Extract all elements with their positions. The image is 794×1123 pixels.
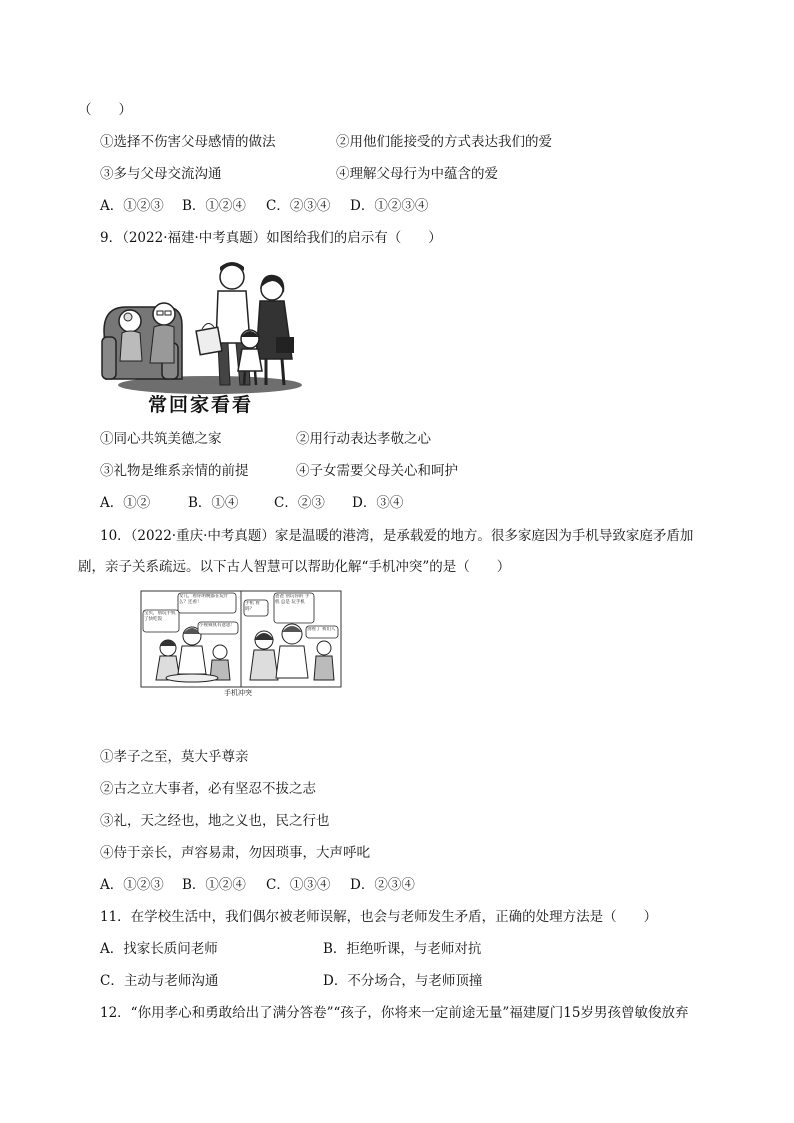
comic-bubble-3: 小视频真有意思！ bbox=[199, 623, 235, 628]
q8-statement-1: ①选择不伤害父母感情的做法 bbox=[100, 134, 276, 150]
q8-option-c[interactable]: C．②③④ bbox=[266, 198, 331, 214]
q10-stem-line-2: 剧，亲子关系疏远。以下古人智慧可以帮助化解“手机冲突”的是（ ） bbox=[78, 559, 511, 575]
q9-option-b[interactable]: B．①④ bbox=[188, 495, 239, 511]
q10-statement-3: ③礼，天之经也，地之义也，民之行也 bbox=[100, 813, 330, 829]
comic-bubble-5: 手机 看吗？ bbox=[245, 601, 260, 612]
q9-option-d[interactable]: D．③④ bbox=[352, 495, 404, 511]
q10-statement-1: ①孝子之至，莫大乎尊亲 bbox=[100, 749, 249, 765]
q8-option-d[interactable]: D．①②③④ bbox=[350, 198, 429, 214]
phone-conflict-comic bbox=[140, 590, 342, 688]
q8-statement-3: ③多与父母交流沟通 bbox=[100, 166, 222, 182]
q8-option-b[interactable]: B．①②④ bbox=[182, 198, 246, 214]
q8-answer-bracket: （ ） bbox=[78, 102, 132, 118]
comic-bubble-1: 女儿，看你明晚都在玩什么？还看！ bbox=[179, 594, 229, 605]
comic-bubble-2: 宝贝，别玩手机了快吃饭 bbox=[144, 611, 176, 622]
q10-statement-4: ④侍于亲长，声容易肃，勿因琐事，大声呼叱 bbox=[100, 845, 370, 861]
q9-image-caption: 常回家看看 bbox=[148, 394, 254, 416]
q10-option-d[interactable]: D．②③④ bbox=[350, 877, 415, 893]
q11-option-b[interactable]: B．拒绝听课，与老师对抗 bbox=[323, 941, 482, 957]
q9-statement-3: ③礼物是维系亲情的前提 bbox=[100, 463, 249, 479]
q11-option-c[interactable]: C．主动与老师沟通 bbox=[100, 973, 219, 989]
q9-stem: 9．（2022·福建·中考真题）如图给我们的启示有（ ） bbox=[100, 230, 442, 246]
q10-comic bbox=[140, 590, 342, 688]
comic-bubble-4: 爸爸 别玩你的 手机 总是 玩手机 bbox=[275, 594, 310, 605]
q10-option-c[interactable]: C．①③④ bbox=[266, 877, 331, 893]
comic-bubble-6: 别看了 我们人 bbox=[307, 627, 336, 632]
q9-statement-4: ④子女需要父母关心和呵护 bbox=[296, 463, 458, 479]
q9-option-a[interactable]: A．①② bbox=[100, 495, 151, 511]
q12-stem: 12．“你用孝心和勇敢给出了满分答卷”“孩子，你将来一定前途无量”福建厦门15岁男孩曾敏俊放弃 bbox=[100, 1005, 689, 1021]
q10-statement-2: ②古之立大事者，必有坚忍不拔之志 bbox=[100, 781, 316, 797]
q10-option-b[interactable]: B．①②④ bbox=[182, 877, 246, 893]
q11-option-d[interactable]: D．不分场合，与老师顶撞 bbox=[323, 973, 483, 989]
q8-statement-4: ④理解父母行为中蕴含的爱 bbox=[336, 166, 498, 182]
q8-statement-2: ②用他们能接受的方式表达我们的爱 bbox=[336, 134, 552, 150]
q8-option-a[interactable]: A．①②③ bbox=[100, 198, 164, 214]
q9-statement-1: ①同心共筑美德之家 bbox=[100, 431, 222, 447]
q11-option-a[interactable]: A．找家长质问老师 bbox=[100, 941, 218, 957]
q9-statement-2: ②用行动表达孝敬之心 bbox=[296, 431, 431, 447]
q9-option-c[interactable]: C．②③ bbox=[274, 495, 325, 511]
q10-option-a[interactable]: A．①②③ bbox=[100, 877, 164, 893]
q11-stem: 11．在学校生活中，我们偶尔被老师误解，也会与老师发生矛盾，正确的处理方法是（ ） bbox=[100, 909, 658, 925]
q10-stem-line-1: 10．（2022·重庆·中考真题）家是温暖的港湾，是承载爱的地方。很多家庭因为手机导致家庭矛盾加 bbox=[100, 528, 694, 544]
q10-comic-caption: 手机冲突 bbox=[224, 689, 252, 697]
